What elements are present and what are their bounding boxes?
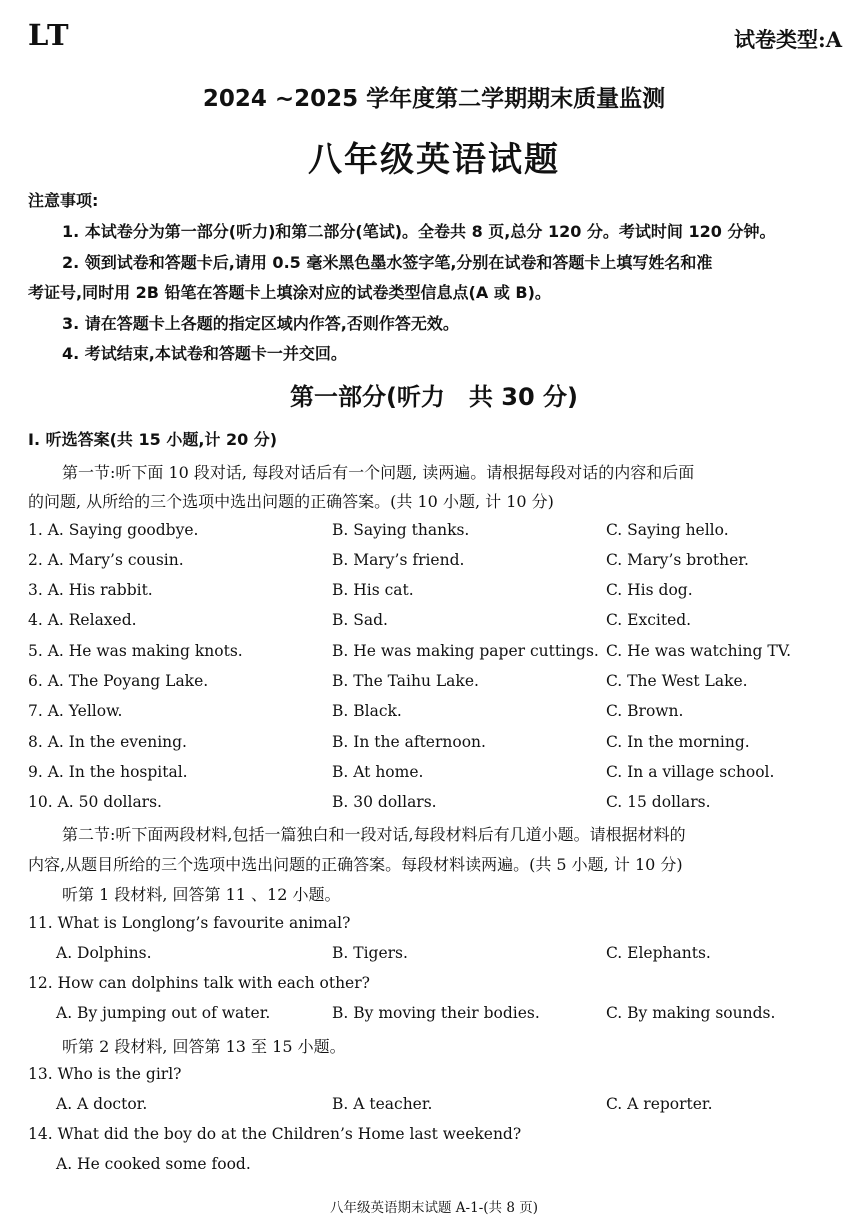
paper-type-label: 试卷类型:A <box>733 27 842 52</box>
note-item: 1. 本试卷分为第一部分(听力)和第二部分(笔试)。全卷共 8 页,总分 120 分。考试时间 120 分钟。 <box>62 222 776 241</box>
option-c: C. In a village school. <box>606 763 775 781</box>
note-item: 2. 领到试卷和答题卡后,请用 0.5 毫米黑色墨水签字笔,分别在试卷和答题卡上填写姓名和准 <box>62 253 713 272</box>
option-c: C. In the morning. <box>606 733 750 751</box>
note-item: 3. 请在答题卡上各题的指定区域内作答,否则作答无效。 <box>62 314 459 333</box>
option-c: C. By making sounds. <box>606 1004 776 1022</box>
option-b: B. Saying thanks. <box>332 521 470 539</box>
option-c: C. A reporter. <box>606 1095 713 1113</box>
question-stem: 11. What is Longlong’s favourite animal? <box>28 914 351 932</box>
option-c: C. Brown. <box>606 702 684 720</box>
option-c: C. Mary’s brother. <box>606 551 749 569</box>
option-b: B. At home. <box>332 763 424 781</box>
option-a: 5. A. He was making knots. <box>28 642 243 660</box>
option-b: B. He was making paper cuttings. <box>332 642 599 660</box>
option-c: C. He was watching TV. <box>606 642 792 660</box>
option-b: B. In the afternoon. <box>332 733 486 751</box>
option-b: B. Tigers. <box>332 944 408 962</box>
option-a: 9. A. In the hospital. <box>28 763 188 781</box>
option-b: B. By moving their bodies. <box>332 1004 540 1022</box>
question-stem: 14. What did the boy do at the Children’s Home last weekend? <box>28 1125 522 1143</box>
option-b: B. Sad. <box>332 611 388 629</box>
question-stem: 12. How can dolphins talk with each other? <box>28 974 370 992</box>
option-b: B. His cat. <box>332 581 414 599</box>
part-title: 第一部分(听力 共 30 分) <box>289 383 579 411</box>
option-a: 2. A. Mary’s cousin. <box>28 551 184 569</box>
option-a: A. He cooked some food. <box>56 1155 251 1173</box>
section-title: Ⅰ. 听选答案(共 15 小题,计 20 分) <box>28 430 278 449</box>
option-a: 3. A. His rabbit. <box>28 581 153 599</box>
page-footer: 八年级英语期末试题 A-1-(共 8 页) <box>330 1200 538 1216</box>
option-a: 10. A. 50 dollars. <box>28 793 162 811</box>
option-b: B. Black. <box>332 702 402 720</box>
option-a: A. By jumping out of water. <box>56 1004 271 1022</box>
option-a: 7. A. Yellow. <box>28 702 123 720</box>
option-b: B. Mary’s friend. <box>332 551 465 569</box>
option-a: A. Dolphins. <box>56 944 152 962</box>
option-a: 1. A. Saying goodbye. <box>28 521 199 539</box>
option-a: 4. A. Relaxed. <box>28 611 137 629</box>
option-b: B. 30 dollars. <box>332 793 437 811</box>
exam-subtitle: 2024 ~2025 学年度第二学期期末质量监测 <box>202 86 666 112</box>
option-a: A. A doctor. <box>56 1095 148 1113</box>
option-c: C. Saying hello. <box>606 521 729 539</box>
option-c: C. Elephants. <box>606 944 711 962</box>
instruction-line: 第一节:听下面 10 段对话, 每段对话后有一个问题, 读两遍。请根据每段对话的内容和后面 <box>62 463 695 482</box>
instruction-line: 的问题, 从所给的三个选项中选出问题的正确答案。(共 10 小题, 计 10 分) <box>28 492 554 511</box>
material-instruction: 听第 2 段材料, 回答第 13 至 15 小题。 <box>62 1037 346 1056</box>
question-stem: 13. Who is the girl? <box>28 1065 182 1083</box>
option-a: 8. A. In the evening. <box>28 733 187 751</box>
exam-title: 八年级英语试题 <box>308 140 560 180</box>
material-instruction: 听第 1 段材料, 回答第 11 、12 小题。 <box>62 885 341 904</box>
option-a: 6. A. The Poyang Lake. <box>28 672 209 690</box>
option-c: C. Excited. <box>606 611 692 629</box>
option-c: C. The West Lake. <box>606 672 748 690</box>
option-b: B. The Taihu Lake. <box>332 672 479 690</box>
option-c: C. His dog. <box>606 581 693 599</box>
exam-code: LT <box>28 18 70 52</box>
note-item: 4. 考试结束,本试卷和答题卡一并交回。 <box>62 344 347 363</box>
instruction-line: 内容,从题目所给的三个选项中选出问题的正确答案。每段材料读两遍。(共 5 小题, 计 10 分) <box>28 855 683 874</box>
option-b: B. A teacher. <box>332 1095 433 1113</box>
instruction-line: 第二节:听下面两段材料,包括一篇独白和一段对话,每段材料后有几道小题。请根据材料的 <box>62 825 686 844</box>
option-c: C. 15 dollars. <box>606 793 711 811</box>
notes-title: 注意事项: <box>28 191 99 210</box>
note-item: 考证号,同时用 2B 铅笔在答题卡上填涂对应的试卷类型信息点(A 或 B)。 <box>28 283 551 302</box>
